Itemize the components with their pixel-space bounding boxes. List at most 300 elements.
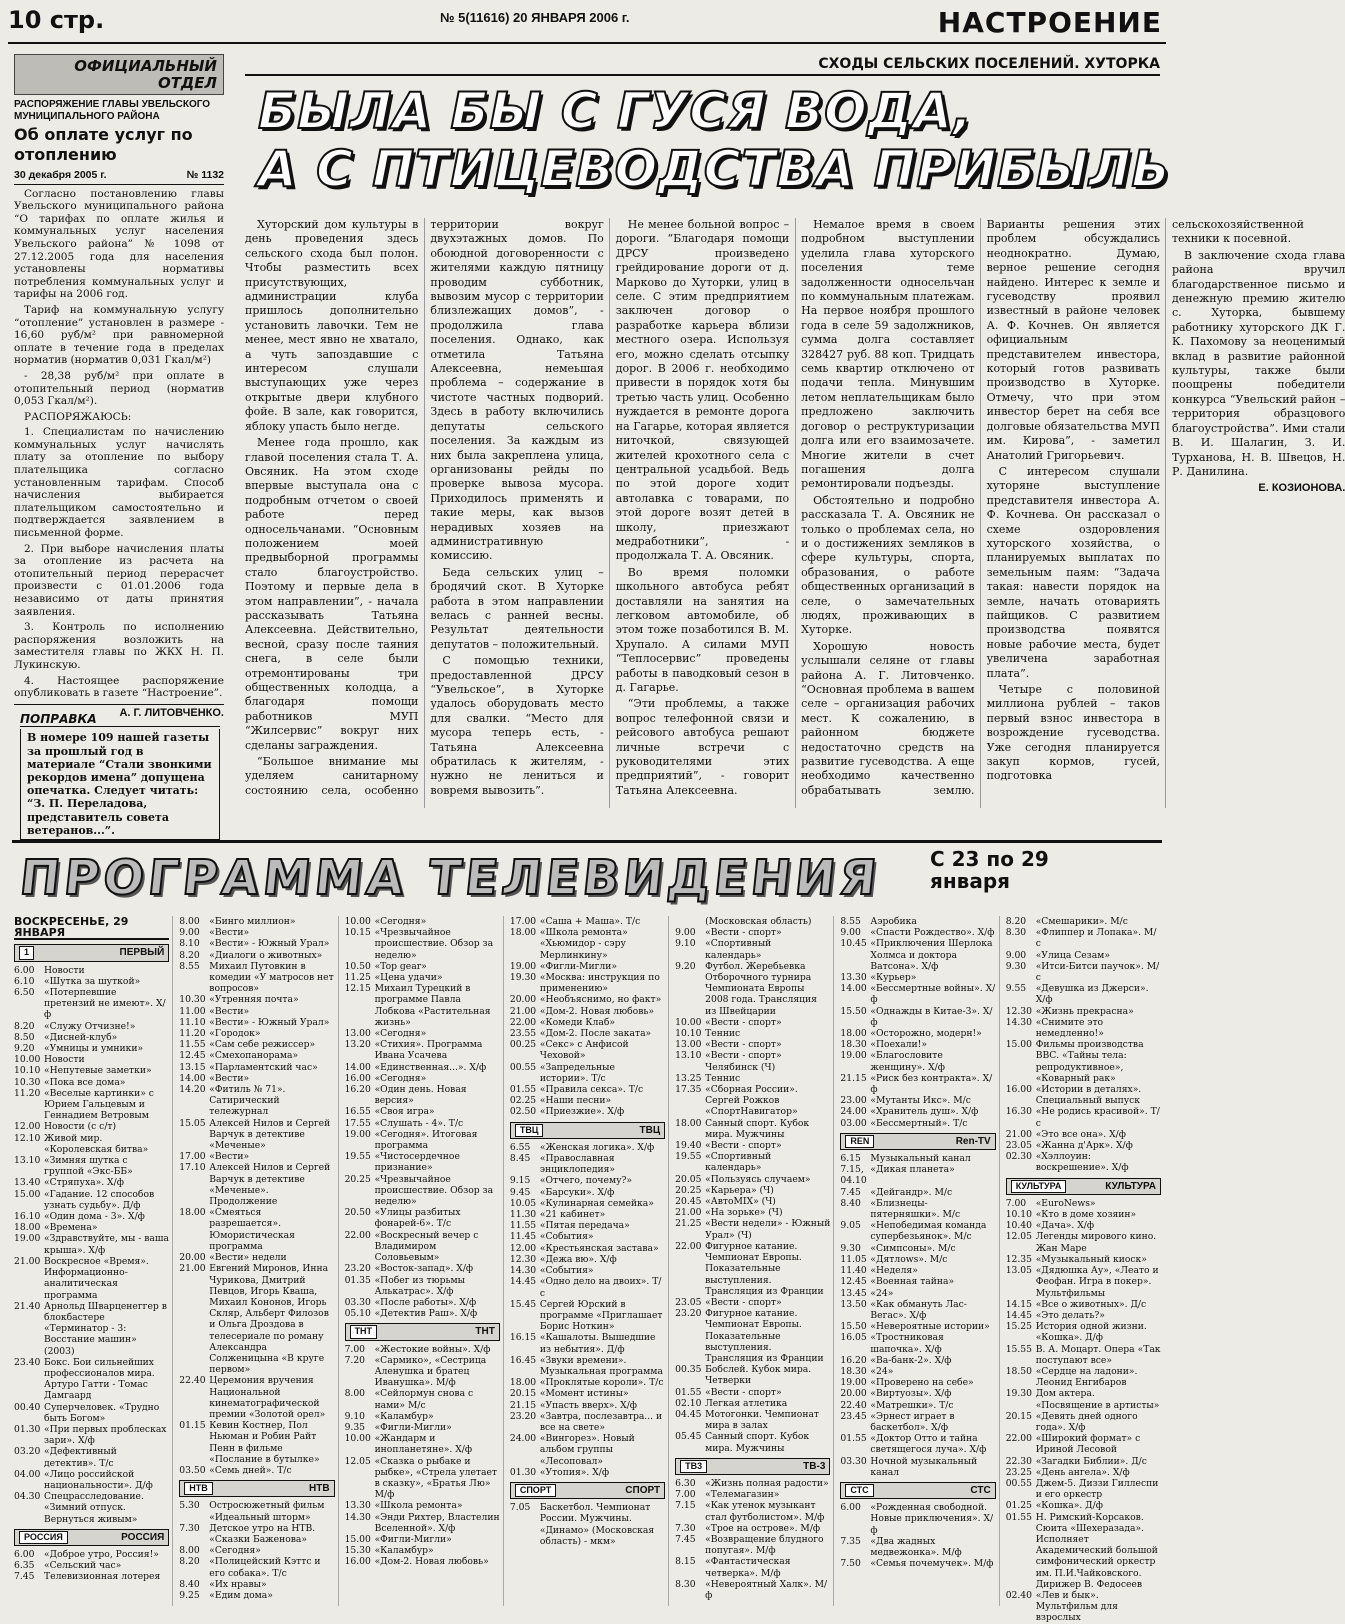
program-name: Арнольд Шварценеггер в блокбастере «Терминатор - 3: Восстание машин» (2003)	[44, 1300, 167, 1357]
program-row	[1006, 1140, 1161, 1151]
program-row	[179, 1006, 334, 1017]
program-name: «Восток-запад». Х/ф	[374, 1263, 474, 1275]
program-name: «Хранитель душ». Х/ф	[870, 1106, 979, 1118]
program-time: 14.20	[179, 1084, 206, 1096]
program-row	[1006, 1500, 1161, 1511]
order-paragraph: Согласно постановлению главы Увельского муниципального района “О тарифах по оплате жилья и коммунальных услуг населения Увельского района” № 1098 от 27.12.2005 года для населения установлены нормативы потребления коммунальных услуг и тарифы на 2006 год.	[14, 187, 224, 301]
program-row	[14, 1043, 169, 1054]
program-name: «Энди Рихтер, Властелин Вселенной». Х/ф	[374, 1511, 500, 1534]
program-name: «Телемагазин»	[705, 1489, 780, 1501]
program-time: 18.00	[179, 1207, 206, 1219]
program-name: «Побег из тюрьмы Алькатрас». Х/ф	[374, 1274, 465, 1297]
program-name: «Вести»	[209, 1151, 250, 1163]
program-time: 8.20	[14, 1020, 35, 1032]
program-row	[345, 916, 500, 927]
program-name: Дом актера. «Посвящение в артисты»	[1035, 1388, 1160, 1411]
program-time: 17.35	[675, 1084, 702, 1096]
program-time: 15.50	[840, 1005, 867, 1017]
program-name: «Сельский час»	[44, 1560, 122, 1572]
program-row	[840, 1164, 995, 1186]
program-name: Михаил Путовкин в комедии «У матросов нет вопросов»	[209, 960, 334, 995]
program-time: 24.00	[509, 1433, 537, 1445]
article-paragraph: Обстоятельно и подробно рассказала Т. А. Овсяник не только о проблемах села, но и о достижениях земляков в сфере культуры, спорта, образования, о работе общественных организаций в селе, о замечательных людях, проживающих в Хуторке.	[801, 493, 975, 637]
order-signature: А. Г. ЛИТОВЧЕНКО.	[14, 704, 224, 720]
program-row	[345, 1411, 500, 1422]
program-time: 8.55	[840, 916, 861, 927]
order-date-line	[14, 169, 224, 185]
program-row	[14, 1560, 169, 1571]
channel-name: ТВЦ	[639, 1124, 661, 1136]
program-time: 12.00	[509, 1242, 537, 1254]
headline-line-2: А С ПТИЦЕВОДСТВА ПРИБЫЛЬ	[258, 140, 1171, 198]
program-time: 10.30	[14, 1076, 41, 1088]
program-row	[14, 1054, 169, 1065]
program-time: 20.15	[509, 1388, 537, 1400]
article-author: Е. КОЗИОНОВА.	[1258, 482, 1345, 495]
program-time: 6.15	[840, 1153, 861, 1165]
program-name: «Эрнест играет в баскетбол». Х/ф	[870, 1410, 955, 1433]
program-row	[840, 1118, 995, 1129]
program-name: «Барсуки». Х/ф	[539, 1186, 615, 1198]
program-name: «Фитиль № 71». Сатирический тележурнал	[209, 1084, 286, 1118]
program-time: 21.40	[14, 1300, 41, 1312]
program-time: 23.40	[14, 1356, 41, 1368]
program-time: 7.15	[675, 1500, 696, 1512]
program-time: 12.05	[1005, 1231, 1032, 1243]
program-row	[179, 1050, 334, 1061]
program-time: 19.00	[840, 1050, 867, 1062]
program-time: 22.30	[1005, 1455, 1032, 1467]
program-time: 11.25	[344, 972, 371, 984]
program-name: История одной жизни. «Кошка». Д/ф	[1035, 1321, 1147, 1344]
program-time: 10.00	[344, 916, 371, 927]
program-name: «Каламбур»	[374, 1545, 434, 1557]
program-time: 04.30	[14, 1491, 41, 1503]
program-time: 14.45	[509, 1276, 537, 1288]
program-name: «Кулинарная семейка»	[539, 1197, 654, 1209]
program-row	[1006, 1512, 1161, 1590]
program-name: «Стихия». Программа Ивана Усачева	[374, 1039, 483, 1062]
program-row	[510, 1265, 665, 1276]
program-time: 11.55	[179, 1039, 206, 1051]
program-row	[675, 1218, 830, 1240]
program-time: 16.30	[1005, 1106, 1032, 1118]
program-time: 9.05	[840, 1220, 861, 1232]
program-time: 18.00	[14, 1222, 41, 1234]
channel-header	[840, 1133, 995, 1150]
program-row	[179, 1500, 334, 1522]
program-time: 11.30	[509, 1209, 537, 1221]
program-time: 23.05	[675, 1296, 702, 1308]
channel-logo: ТВ3	[680, 1460, 707, 1473]
program-row	[345, 1039, 500, 1061]
program-row	[14, 1402, 169, 1424]
program-time: 6.55	[509, 1141, 531, 1153]
program-time: 22.40	[179, 1375, 206, 1387]
program-time: 9.10	[675, 938, 696, 950]
program-name: «Один дома - 3». Х/ф	[44, 1211, 145, 1223]
program-time: 16.15	[509, 1332, 537, 1344]
program-time: 19.30	[509, 972, 537, 984]
program-row	[510, 1187, 665, 1198]
program-row	[179, 1465, 334, 1476]
program-row	[840, 1243, 995, 1254]
program-row	[675, 1118, 830, 1140]
program-time: 15.50	[840, 1321, 867, 1333]
program-time: 16.00	[344, 1556, 371, 1568]
program-row	[840, 927, 995, 938]
program-row	[510, 1220, 665, 1231]
program-name: Легенды мирового кино. Жан Маре	[1035, 1231, 1157, 1254]
channel-logo: REN	[845, 1135, 874, 1148]
program-row	[510, 1209, 665, 1220]
program-name: «Сердце на ладони». Леонид Енгибаров	[1035, 1365, 1138, 1389]
program-name: Фильмы производства ВВС. «Тайны тела: репродуктивное», «Коварный рак»	[1035, 1039, 1144, 1084]
article-paragraph: С помощью техники, предоставленной ДРСУ “Увельское”, в Хуторке удалось оборудовать место для свалки. “Место для мусора теперь есть, - Татьяна Алексеевна обратилась к жителям, - нужно не лениться и вовремя вывозить”.	[430, 654, 604, 797]
program-name: «Полицейский Кэттс и его собака». Т/с	[209, 1556, 321, 1579]
tv-day-label: ВОСКРЕСЕНЬЕ, 29 ЯНВАРЯ	[14, 916, 169, 940]
program-row	[14, 976, 169, 987]
program-row	[345, 1275, 500, 1297]
program-row	[675, 1084, 830, 1106]
program-row	[675, 1207, 830, 1218]
program-row	[1006, 1129, 1161, 1140]
program-row	[1006, 1411, 1161, 1433]
program-name: «Сборная России». Сергей Рожков	[705, 1084, 798, 1107]
program-row	[179, 938, 334, 949]
program-name: Детское утро на НТВ. «Сказки Баженова»	[209, 1522, 316, 1545]
program-name: «Вести - спорт» Челябинск (Ч)	[705, 1050, 782, 1073]
program-row	[675, 1241, 830, 1297]
program-name: Мотогонки. Чемпионат мира в залах	[705, 1408, 819, 1432]
program-row	[1006, 927, 1161, 949]
program-time: 8.50	[14, 1031, 35, 1043]
order-title: Об оплате услуг по отоплению	[14, 125, 193, 164]
program-name: «Лицо российской национальности». Д/ф	[44, 1468, 153, 1491]
program-time: 10.10	[14, 1065, 41, 1077]
program-row	[345, 1422, 500, 1433]
program-row	[179, 1073, 334, 1084]
program-time: 7.20	[344, 1354, 366, 1366]
program-row	[675, 1185, 830, 1196]
program-row	[510, 1299, 665, 1333]
program-time: 11.10	[179, 1016, 206, 1028]
program-row	[1006, 1231, 1161, 1253]
program-time: 16.10	[14, 1211, 41, 1223]
program-row	[840, 1456, 995, 1478]
program-time: 9.15	[509, 1175, 531, 1187]
program-time: 8.20	[179, 949, 200, 961]
tv-column	[840, 916, 999, 1606]
program-time: 19.00	[344, 1128, 371, 1140]
program-time: 04.45	[675, 1408, 702, 1420]
program-row	[675, 1478, 830, 1489]
program-row	[840, 1377, 995, 1388]
program-time: 6.35	[14, 1560, 35, 1572]
channel-logo: ТНТ	[350, 1325, 378, 1338]
program-time: 12.10	[14, 1132, 41, 1144]
program-name: «Доктор Отто и тайна светящегося луча». Х/ф	[870, 1433, 987, 1456]
program-name: Новости (с с/т)	[44, 1121, 117, 1133]
program-row	[675, 1196, 830, 1207]
program-time: 02.25	[509, 1095, 537, 1107]
program-row	[345, 1456, 500, 1501]
program-name: «Дятлоws». М/с	[870, 1253, 948, 1265]
program-row	[1006, 1106, 1161, 1128]
program-time: 00.25	[509, 1039, 537, 1051]
program-name: Алексей Нилов и Сергей Варчук в детективе «Меченые»	[209, 1117, 331, 1152]
program-time: 13.25	[675, 1072, 702, 1084]
program-row	[510, 1254, 665, 1265]
program-row	[345, 1084, 500, 1106]
program-time: 12.15	[344, 983, 371, 995]
program-name: «Чрезвычайное происшествие. Обзор за неделю»	[374, 1173, 494, 1208]
program-name: «Сейлормун снова с нами» М/с	[374, 1388, 474, 1411]
program-row	[1006, 1198, 1161, 1209]
program-row	[1006, 983, 1161, 1005]
program-name: «Это все она». Х/ф	[1035, 1128, 1126, 1140]
program-time: 01.30	[509, 1466, 537, 1478]
program-row	[675, 961, 830, 1017]
program-name: «Жестокие войны». Х/ф	[374, 1343, 491, 1355]
program-row	[179, 927, 334, 938]
program-name: «Зимняя шутка с группой «Экс-ББ»	[44, 1155, 133, 1178]
program-time: 6.00	[840, 1502, 861, 1514]
order-paragraph: 4. Настоящее распоряжение опубликовать в газете “Настроение”.	[14, 674, 224, 700]
program-time: 05.45	[675, 1431, 702, 1443]
program-row	[1006, 1017, 1161, 1039]
program-time: 13.10	[675, 1050, 702, 1062]
program-name: «Проверено на себе»	[870, 1377, 974, 1389]
program-row	[840, 1028, 995, 1039]
program-time	[510, 938, 540, 960]
program-time: 00.55	[509, 1061, 537, 1073]
program-name: «Фигли-Мигли»	[374, 1421, 452, 1433]
program-time: 23.45	[840, 1410, 867, 1422]
program-time: 7.00	[344, 1343, 366, 1355]
program-name: «Карьера» (Ч)	[705, 1184, 774, 1196]
program-name: «Здравствуйте, мы - ваша крыша». Х/ф	[44, 1233, 169, 1256]
program-row	[1006, 1151, 1161, 1173]
program-name: Аэробика	[870, 916, 917, 927]
article-paragraph: Хуторский дом культуры в день проведения здесь сельского схода был полон. Чтобы разместить всех присутствующих, администрации клуба пришлось дополнительно установить лавочки. Тем не менее, мест явно не хватало, а чуть запоздавшие с интересом слушали выступающих уже через открытые двери клубного фойе. В зале, как говорится, яблоку упасть было негде.	[245, 218, 419, 433]
program-row	[179, 1017, 334, 1028]
program-name: «Однажды в Китае-3». Х/ф	[870, 1005, 993, 1028]
program-name: «Пятая передача»	[539, 1220, 630, 1232]
program-time: 9.25	[179, 1589, 200, 1601]
program-time: 01.35	[344, 1274, 371, 1286]
program-time: 14.30	[344, 1511, 371, 1523]
program-row	[840, 1106, 995, 1117]
program-time: 18.00	[509, 1377, 537, 1389]
program-row	[510, 1028, 665, 1039]
program-name: «Одно дело на двоих». Т/с	[539, 1276, 662, 1299]
program-row	[675, 1297, 830, 1308]
program-name: «Школа ремонта»	[374, 1500, 463, 1512]
program-name: «Приезжие». Х/ф	[539, 1106, 625, 1118]
program-time: 22.00	[1005, 1433, 1032, 1445]
program-row	[510, 1467, 665, 1478]
tv-dates: С 23 по 29 января	[930, 847, 1049, 893]
program-time: 17.55	[344, 1117, 371, 1129]
program-time: 13.30	[344, 1500, 371, 1512]
program-name: «Неделя»	[870, 1265, 918, 1277]
program-row	[14, 1177, 169, 1188]
program-name: Кевин Костнер, Пол Ньюман и Робин Райт Пенн в фильме «Послание в бутылке»	[209, 1420, 320, 1465]
program-time: 18.50	[1005, 1365, 1032, 1377]
channel-name: КУЛЬТУРА	[1105, 1180, 1156, 1192]
program-name: Бобслей. Кубок мира. Четверки	[705, 1364, 812, 1387]
program-row	[1006, 961, 1161, 983]
program-row	[840, 1332, 995, 1354]
program-time: 01.55	[840, 1433, 867, 1445]
program-row	[345, 1118, 500, 1129]
program-name: (Московская область)	[705, 916, 812, 927]
program-name: «Цена удачи»	[374, 972, 443, 984]
program-row	[345, 1073, 500, 1084]
program-time: 13.15	[179, 1061, 206, 1073]
page-number: 10 стр.	[8, 6, 105, 34]
program-name: «Смеяться разрешается». Юмористическая программа	[209, 1207, 295, 1252]
program-name: «После работы». Х/ф	[374, 1296, 477, 1308]
program-row	[510, 1153, 665, 1175]
program-time: 7.00	[1005, 1197, 1027, 1209]
program-name: «Top gear»	[374, 960, 427, 972]
program-time: 7.45	[840, 1186, 861, 1198]
article-paragraph: “Большое внимание мы уделяем санитарному состоянию села, особенно территории вокруг двухэтажных домов. По обоюдной договоренности с жителями каждую пятницу проводим субботник, вывозим мусор с территории близлежащих домов”, - продолжила глава поселения. Однако, как отметила Татьяна Алексеевна, немеьшая проблема – содержание в чистоте частных подворий. Здесь в работу включились депутаты сельского поселения. За каждым из них была закреплена улица, организованы рейды по проверке вывоза мусора. Приходилось применять и такие меры, как вызов нерадивых хозяев на административную комиссию.	[245, 218, 604, 797]
program-name: «Слушать - 4». Т/с	[374, 1117, 464, 1129]
channel-name: РОССИЯ	[121, 1531, 165, 1543]
program-name: «Широкий формат» с Ириной Лесовой	[1035, 1433, 1141, 1456]
program-row	[179, 1579, 334, 1590]
program-time: 10.15	[344, 927, 371, 939]
program-name: «Возвращение блудного попугая». М/ф	[705, 1533, 824, 1557]
program-name: «Своя игра»	[374, 1106, 435, 1118]
program-name: «Запредельные истории». Т/с	[539, 1061, 615, 1084]
correction-text: В номере 109 нашей газеты за прошлый год в материале “Стали звонкими рекордов имена” допущена опечатка. Следует читать: “З. П. Переладова, представитель совета ветеранов...”.	[20, 729, 220, 840]
program-name: «Военная тайна»	[870, 1276, 955, 1288]
program-time: 02.10	[675, 1397, 702, 1409]
program-name: «Комеди Клаб»	[539, 1016, 615, 1028]
program-name: Футбол. Жеребьевка Отборочного турнира Чемпионата Европы 2008 года. Трансляция из Швейцарии	[705, 960, 817, 1017]
program-name: Воскресное «Время». Информационно-аналитическая программа	[44, 1255, 149, 1301]
article-headline	[258, 82, 1171, 212]
program-row	[1006, 1209, 1161, 1220]
program-name: «Потерпевшие претензий не имеют». Х/ф	[44, 987, 166, 1021]
channel-header	[14, 944, 169, 961]
program-time: 14.30	[1005, 1016, 1032, 1028]
program-time: 01.15	[179, 1420, 206, 1432]
program-row	[345, 1534, 500, 1545]
program-row	[840, 916, 995, 927]
program-time: 21.00	[14, 1255, 41, 1267]
program-name: «Вести - спорт»	[705, 1296, 782, 1308]
program-time: 7.00	[675, 1489, 696, 1501]
program-time: 01.55	[675, 1386, 702, 1398]
program-row	[14, 1222, 169, 1233]
program-row	[675, 1500, 830, 1522]
program-name: «Вести»	[209, 1005, 250, 1017]
program-row	[179, 1375, 334, 1420]
program-row	[840, 1400, 995, 1411]
program-name: «Вести - спорт»	[705, 1016, 782, 1028]
program-time: 9.00	[179, 927, 200, 939]
article-body	[245, 218, 1345, 808]
program-time: 21.15	[840, 1072, 867, 1084]
program-name: Теннис	[705, 1072, 741, 1084]
program-row	[1006, 1220, 1161, 1231]
program-time: 02.30	[1005, 1151, 1032, 1163]
program-name: «Это делать?»	[1035, 1309, 1105, 1321]
program-time: 00.55	[1005, 1477, 1032, 1489]
program-time: 12.05	[344, 1455, 371, 1467]
program-time: 17.00	[179, 1151, 206, 1163]
program-row	[179, 1062, 334, 1073]
program-name: «Проклятые короли». Т/с	[539, 1377, 664, 1389]
program-name: Остросюжетный фильм «Идеальный шторм»	[209, 1500, 325, 1523]
program-name: «Сегодня»	[374, 1028, 427, 1040]
program-time: 12.30	[1005, 1005, 1032, 1017]
program-row	[840, 1073, 995, 1095]
program-row	[510, 1388, 665, 1399]
program-name: «Дача». Х/ф	[1035, 1220, 1095, 1232]
program-time: 8.40	[840, 1197, 861, 1209]
program-row	[179, 1084, 334, 1118]
program-name: «Вести - спорт»	[705, 1140, 782, 1152]
program-row	[840, 1187, 995, 1198]
program-row	[345, 1062, 500, 1073]
channel-header	[510, 1122, 665, 1139]
program-name: «21 кабинет»	[539, 1209, 606, 1221]
program-row	[1006, 1084, 1161, 1106]
program-time: 00.40	[14, 1401, 41, 1413]
program-row	[840, 1299, 995, 1321]
program-time: 14.15	[1005, 1298, 1032, 1310]
order-number: № 1132	[186, 169, 224, 181]
program-name: «Жандарм и инопланетяне». Х/ф	[374, 1433, 473, 1456]
program-row	[345, 1500, 500, 1511]
program-time: 02.50	[509, 1106, 537, 1118]
program-row	[510, 1106, 665, 1117]
program-time: 18.00	[840, 1028, 867, 1040]
tv-column	[675, 916, 834, 1606]
program-time: 13.40	[14, 1177, 41, 1189]
program-row	[510, 1231, 665, 1242]
program-row	[840, 938, 995, 972]
program-row	[179, 994, 334, 1005]
program-row	[14, 1256, 169, 1301]
program-row	[14, 965, 169, 976]
program-name: «Курьер»	[870, 972, 917, 984]
issue-info: № 5(11616) 20 ЯНВАРЯ 2006 г.	[440, 10, 630, 25]
program-row	[1006, 1039, 1161, 1084]
program-row	[675, 1039, 830, 1050]
program-time: 23.25	[1005, 1466, 1032, 1478]
program-time: 20.25	[675, 1184, 702, 1196]
program-row	[14, 1233, 169, 1255]
program-name: «Вингорез». Новый альбом группы «Лесоповал»	[539, 1433, 635, 1467]
program-row	[675, 1398, 830, 1409]
program-time: 15.30	[344, 1545, 371, 1557]
program-row	[345, 1545, 500, 1556]
program-name: «Москва: инструкция по применению»	[539, 972, 660, 995]
program-name: «Приключения Шерлока Холмса и доктора Ватсона». Х/ф	[870, 938, 993, 972]
tv-column	[510, 916, 669, 1606]
channel-name: НТВ	[309, 1483, 330, 1495]
program-time: 21.00	[1005, 1128, 1032, 1140]
channel-logo: НТВ	[184, 1482, 213, 1495]
program-name: «Времена»	[44, 1222, 98, 1234]
